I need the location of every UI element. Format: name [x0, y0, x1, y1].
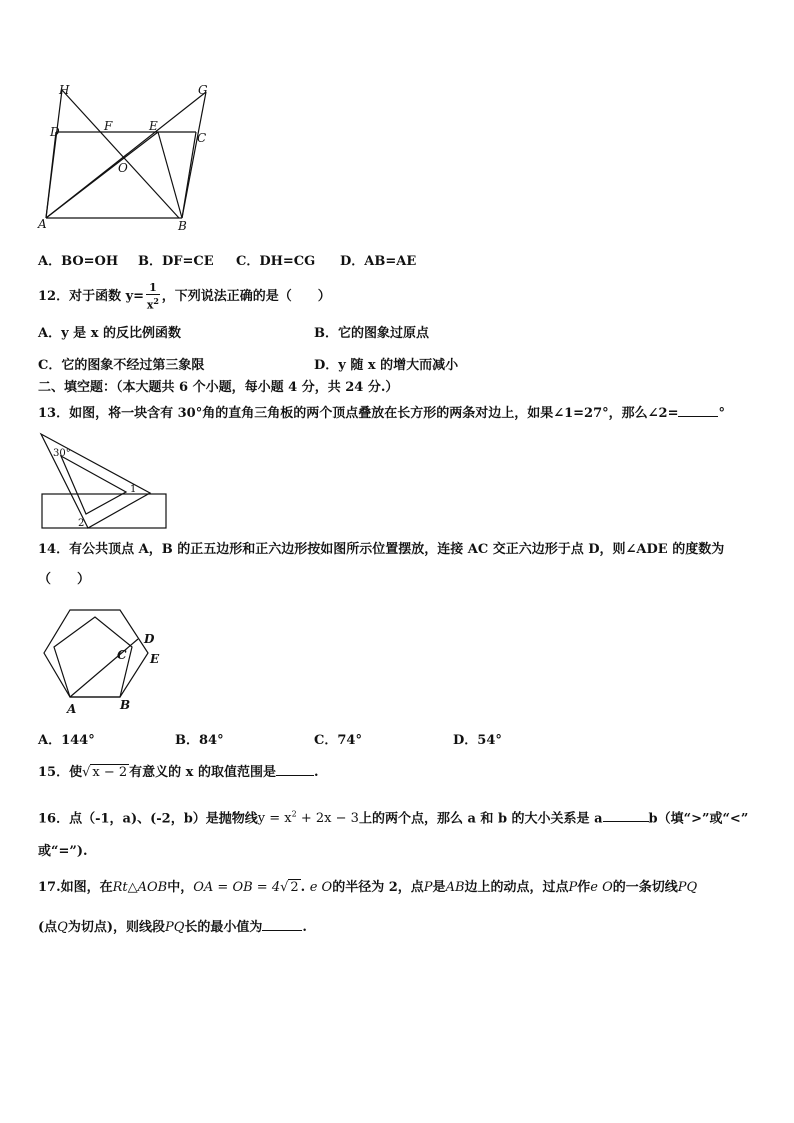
q13-stem — [38, 405, 725, 423]
q14-label-a: A — [67, 702, 77, 716]
q17-stem-line2 — [38, 919, 307, 937]
q16-formula-exp: 2 — [291, 810, 297, 819]
q12-option-c: C．它的图象不经过第三象限 — [38, 358, 205, 373]
q17-equation: OA = OB = 4 — [193, 880, 281, 895]
fig11-label-c: C — [197, 131, 207, 145]
q14-option-a: A．144° — [38, 733, 95, 748]
q17-radicand: 2 — [290, 880, 299, 895]
q12-stem — [38, 280, 331, 314]
q14-label-d: D — [144, 632, 155, 646]
q17-line2-e: 长的最小值为 — [184, 920, 263, 935]
q17-p6: . — [300, 880, 310, 895]
q16-stem-line1 — [38, 806, 748, 828]
q16-middle: 上的两个点，那么 a 和 b 的大小关系是 a — [358, 811, 603, 827]
q17-segment-pq: PQ — [164, 920, 185, 935]
fig11-label-f: F — [104, 119, 113, 133]
q11-figure — [34, 80, 224, 235]
q15-radical-sign: √ — [82, 765, 91, 780]
q17-line2-a: (点 — [38, 920, 58, 935]
fig11-label-o: O — [118, 161, 128, 175]
q12-option-a: A．y 是 x 的反比例函数 — [38, 326, 181, 341]
q17-radical-sign: √ — [280, 880, 289, 895]
q11-option-c: C．DH=CG — [236, 254, 316, 269]
q15-radicand: x − 2 — [92, 765, 128, 780]
q17-answer-blank — [262, 930, 302, 931]
fig11-label-h: H — [59, 83, 70, 97]
q12-stem-prefix: 12．对于函数 y= — [38, 289, 145, 304]
q17-line2-c: 为切点)，则线段 — [67, 920, 165, 935]
fig11-label-d: D — [50, 125, 60, 139]
q16-after-blank: b（填“>”或“<” — [648, 811, 749, 827]
q12-stem-suffix: ，下列说法正确的是（ ） — [161, 289, 331, 304]
q13-figure — [38, 430, 170, 530]
q16-prefix: 16．点（-1，a)、(-2，b）是抛物线 — [38, 811, 258, 827]
q17-tangent-pq: PQ — [677, 880, 698, 895]
q12-fraction — [146, 282, 160, 312]
q17-triangle: Rt△AOB — [112, 880, 168, 895]
q16-answer-blank — [603, 821, 649, 822]
section-2-heading: 二、填空题：（本大题共 6 个小题，每小题 4 分，共 24 分.） — [38, 380, 399, 395]
q17-p1: 17.如图，在 — [38, 880, 113, 895]
fig11-label-e: E — [149, 119, 158, 133]
q16-formula-y: y = x — [257, 811, 292, 827]
q14-stem-line2: （ ） — [38, 572, 91, 587]
q17-line2-f: . — [302, 920, 307, 935]
q12-frac-den: x — [146, 298, 154, 312]
q17-p12: 边上的动点，过点 — [464, 880, 569, 895]
q17-circle-o: e O — [309, 880, 333, 895]
q13-unit: ° — [718, 406, 725, 421]
q14-option-d: D．54° — [453, 733, 502, 748]
q17-point-p: P — [423, 880, 433, 895]
q12-option-d: D．y 随 x 的增大而减小 — [314, 358, 459, 373]
q15-end: . — [313, 765, 319, 780]
q15-suffix: 有意义的 x 的取值范围是 — [129, 765, 276, 780]
q17-stem-line1 — [38, 879, 697, 897]
q14-label-e: E — [150, 652, 160, 666]
q14-figure — [40, 605, 170, 720]
q13-answer-blank — [678, 416, 718, 417]
q12-option-b: B．它的图象过原点 — [314, 326, 429, 341]
q14-label-c: C — [117, 648, 127, 662]
q16-formula — [258, 811, 359, 826]
q17-segment-ab: AB — [445, 880, 465, 895]
q17-p3: 中， — [167, 880, 194, 895]
q17-p16: 的一条切线 — [612, 880, 678, 895]
q16-formula-rest: + 2x − 3 — [296, 811, 359, 827]
fig11-label-a: A — [38, 217, 47, 231]
q13-label-1: 1 — [130, 484, 137, 495]
q14-stem-line1: 14．有公共顶点 A，B 的正五边形和正六边形按如图所示位置摆放，连接 AC 交正六边形于点 D，则∠ADE 的度数为 — [38, 542, 725, 557]
q15-prefix: 15．使 — [38, 765, 83, 780]
q17-p10: 是 — [432, 880, 446, 895]
q13-label-2: 2 — [78, 518, 85, 529]
q17-point-q: Q — [57, 920, 68, 935]
q15-stem — [38, 764, 319, 782]
q11-option-b: B．DF=CE — [138, 254, 214, 269]
fig11-label-g: G — [198, 83, 208, 97]
q17-p8: 的半径为 2，点 — [332, 880, 424, 895]
q12-frac-num: 1 — [146, 282, 160, 295]
q17-p14: 作 — [577, 880, 591, 895]
q13-text: 13．如图，将一块含有 30°角的直角三角板的两个顶点叠放在长方形的两条对边上，如果∠1=27°，那么∠2= — [38, 406, 679, 421]
q17-point-p-2: P — [568, 880, 578, 895]
q12-frac-den-wrap — [146, 295, 160, 312]
q11-option-a: A．BO=OH — [38, 254, 119, 269]
q11-option-d: D．AB=AE — [340, 254, 417, 269]
fig11-label-b: B — [178, 219, 187, 233]
q12-frac-exp: 2 — [153, 295, 159, 306]
q14-label-b: B — [120, 698, 131, 712]
q17-circle-o-2: e O — [590, 880, 613, 895]
q14-option-b: B．84° — [175, 733, 224, 748]
q16-stem-line2: 或“=”). — [38, 844, 88, 859]
q15-answer-blank — [276, 775, 314, 776]
q14-option-c: C．74° — [314, 733, 362, 748]
q13-label-30: 30° — [53, 448, 71, 459]
